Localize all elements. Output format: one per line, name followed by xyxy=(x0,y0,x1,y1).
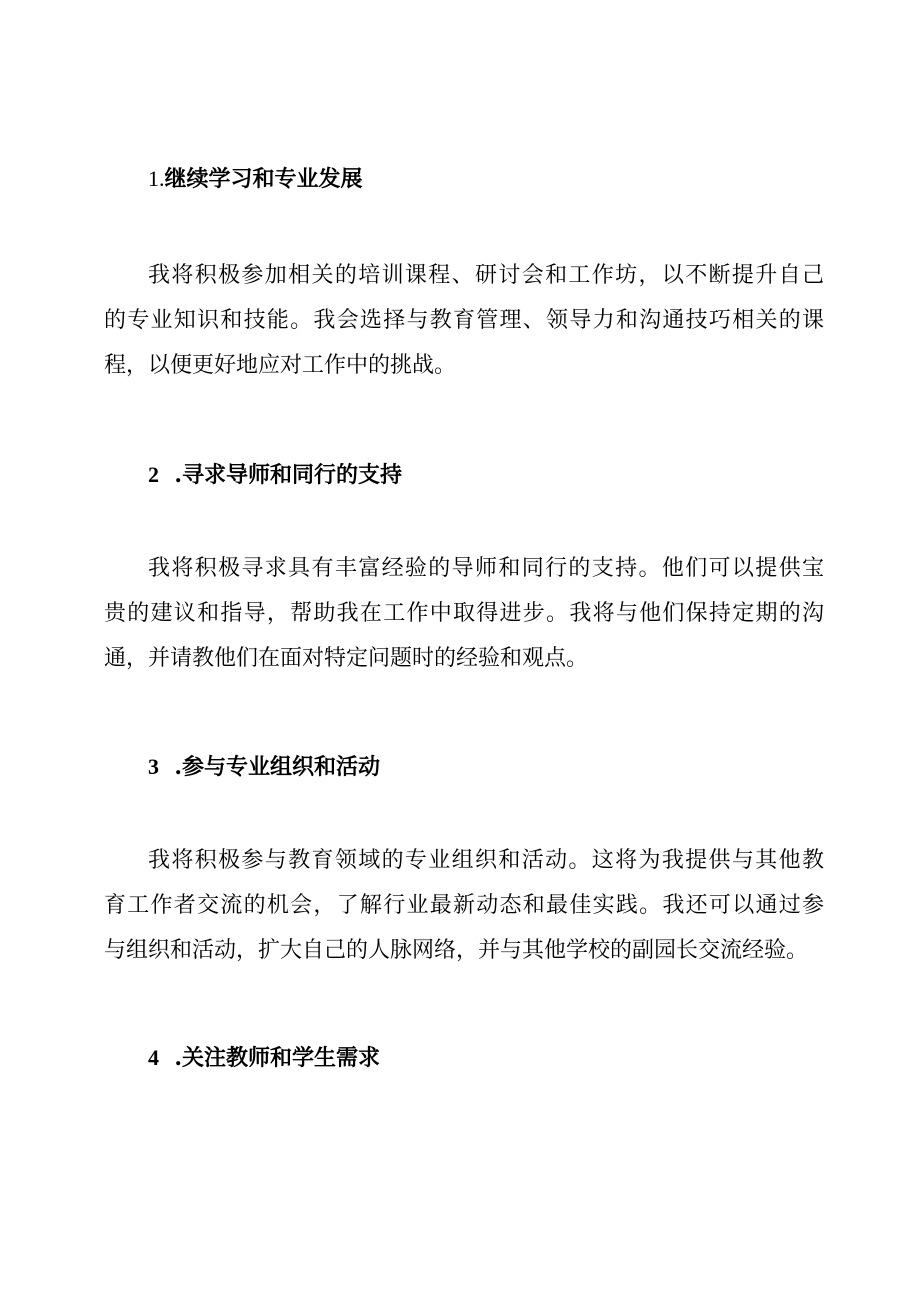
section-title: .关注教师和学生需求 xyxy=(174,1045,380,1071)
section-heading-1 xyxy=(148,164,363,194)
section-paragraph-2 xyxy=(104,546,824,681)
section-title: .寻求导师和同行的支持 xyxy=(174,462,402,488)
section-paragraph-1 xyxy=(104,253,824,388)
section-title: 继续学习和专业发展 xyxy=(164,166,363,192)
paragraph-line: 我将积极寻求具有丰富经验的导师和同行的支持。他们可以提供宝 xyxy=(148,556,824,581)
section-title: .参与专业组织和活动 xyxy=(174,754,380,780)
paragraph-line: 程，以便更好地应对工作中的挑战。 xyxy=(104,353,457,378)
section-paragraph-3 xyxy=(104,838,824,973)
paragraph-line: 贵的建议和指导，帮助我在工作中取得进步。我将与他们保持定期的沟 xyxy=(104,601,824,626)
section-number: 4 xyxy=(148,1045,159,1070)
section-heading-2 xyxy=(148,460,402,490)
paragraph-line: 我将积极参与教育领域的专业组织和活动。这将为我提供与其他教 xyxy=(148,848,824,873)
section-number: 2 xyxy=(148,462,159,487)
section-heading-3 xyxy=(148,752,380,782)
section-number: 3 xyxy=(148,754,159,779)
paragraph-line: 的专业知识和技能。我会选择与教育管理、领导力和沟通技巧相关的课 xyxy=(104,308,824,333)
section-number: 1. xyxy=(148,166,165,191)
paragraph-line: 育工作者交流的机会，了解行业最新动态和最佳实践。我还可以通过参 xyxy=(104,893,824,918)
paragraph-line: 通，并请教他们在面对特定问题时的经验和观点。 xyxy=(104,646,589,671)
paragraph-line: 我将积极参加相关的培训课程、研讨会和工作坊，以不断提升自己 xyxy=(148,263,824,288)
paragraph-line: 与组织和活动，扩大自己的人脉网络，并与其他学校的副园长交流经验。 xyxy=(104,938,809,963)
section-heading-4 xyxy=(148,1043,380,1073)
